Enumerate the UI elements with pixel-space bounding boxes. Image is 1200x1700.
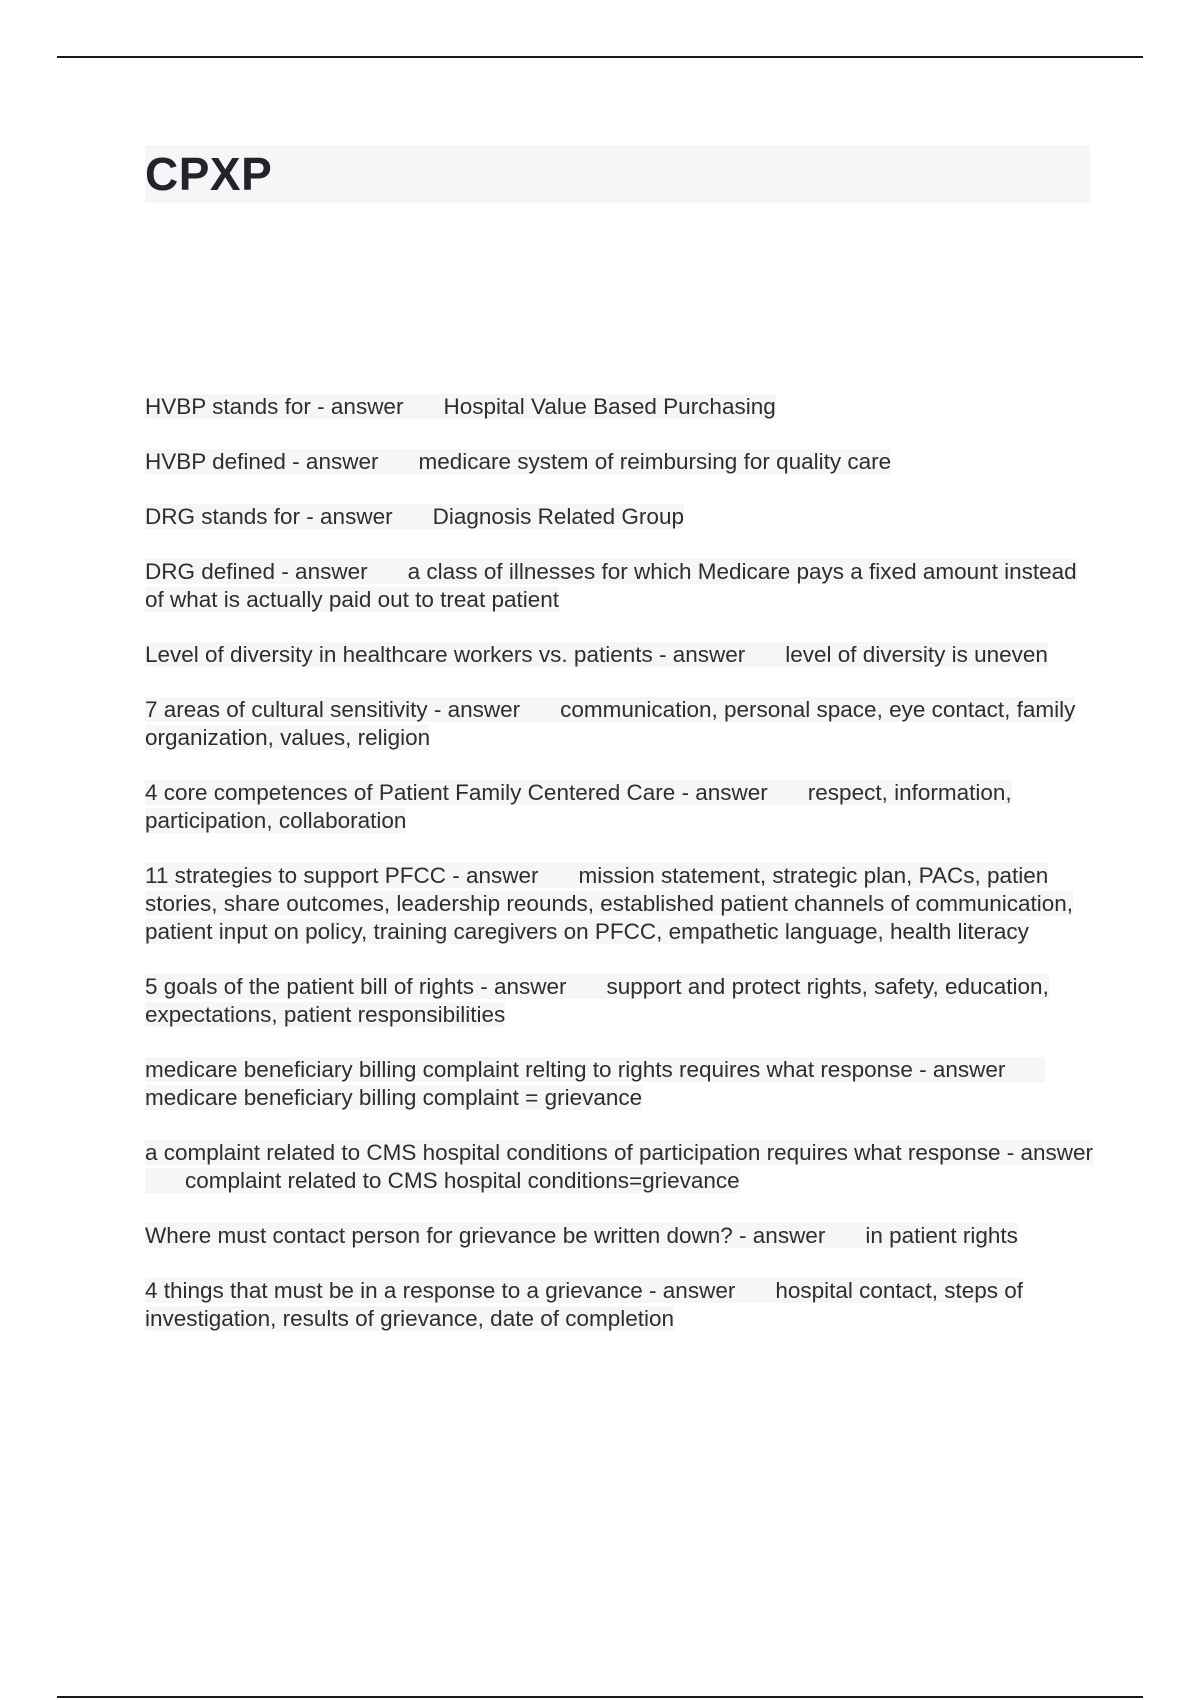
qa-question: 7 areas of cultural sensitivity - answer: [145, 697, 521, 722]
qa-question: medicare beneficiary billing complaint relting to rights requires what response - answer: [145, 1057, 1006, 1082]
qa-question: 4 core competences of Patient Family Centered Care - answer: [145, 780, 768, 805]
qa-answer: medicare beneficiary billing complaint = grievance: [145, 1085, 643, 1110]
qa-item: [145, 973, 1095, 1029]
qa-question: Where must contact person for grievance be written down? - answer: [145, 1223, 826, 1248]
qa-answer: in patient rights: [865, 1223, 1018, 1248]
top-rule: [57, 56, 1143, 58]
qa-question: a complaint related to CMS hospital conditions of participation requires what response - answer: [145, 1140, 1093, 1165]
qa-question: Level of diversity in healthcare workers vs. patients - answer: [145, 642, 746, 667]
qa-answer: medicare system of reimbursing for quality care: [418, 449, 892, 474]
qa-answer: hospital contact, steps of investigation, results of grievance, date of completion: [145, 1278, 1023, 1331]
title-band: [145, 145, 1090, 203]
qa-question: 5 goals of the patient bill of rights - answer: [145, 974, 567, 999]
qa-list: [145, 393, 1095, 1360]
bottom-rule: [57, 1696, 1143, 1698]
qa-answer: communication, personal space, eye contact, family organization, values, religion: [145, 697, 1076, 750]
qa-answer: mission statement, strategic plan, PACs, patien stories, share outcomes, leadership reounds, established patient channels of communication, patient input on policy, training caregivers on PFCC, empathetic language, health literacy: [145, 863, 1074, 944]
qa-question: 11 strategies to support PFCC - answer: [145, 863, 539, 888]
qa-item: [145, 393, 1095, 421]
qa-answer: level of diversity is uneven: [785, 642, 1048, 667]
qa-item: [145, 779, 1095, 835]
qa-item: [145, 1056, 1095, 1112]
qa-answer: support and protect rights, safety, education, expectations, patient responsibilities: [145, 974, 1049, 1027]
qa-answer: a class of illnesses for which Medicare pays a fixed amount instead of what is actually paid out to treat patient: [145, 559, 1077, 612]
qa-answer: complaint related to CMS hospital conditions=grievance: [185, 1168, 740, 1193]
qa-question: 4 things that must be in a response to a grievance - answer: [145, 1278, 736, 1303]
qa-item: [145, 503, 1095, 531]
qa-item: [145, 862, 1095, 946]
qa-question: DRG stands for - answer: [145, 504, 393, 529]
qa-question: HVBP defined - answer: [145, 449, 379, 474]
qa-item: [145, 448, 1095, 476]
qa-question: DRG defined - answer: [145, 559, 368, 584]
qa-item: [145, 696, 1095, 752]
qa-item: [145, 641, 1095, 669]
qa-question: HVBP stands for - answer: [145, 394, 404, 419]
qa-item: [145, 1277, 1095, 1333]
qa-item: [145, 558, 1095, 614]
qa-answer: respect, information, participation, collaboration: [145, 780, 1012, 833]
qa-item: [145, 1222, 1095, 1250]
qa-answer: Diagnosis Related Group: [432, 504, 684, 529]
qa-answer: Hospital Value Based Purchasing: [443, 394, 776, 419]
qa-item: [145, 1139, 1095, 1195]
document-title: CPXP: [145, 148, 273, 200]
